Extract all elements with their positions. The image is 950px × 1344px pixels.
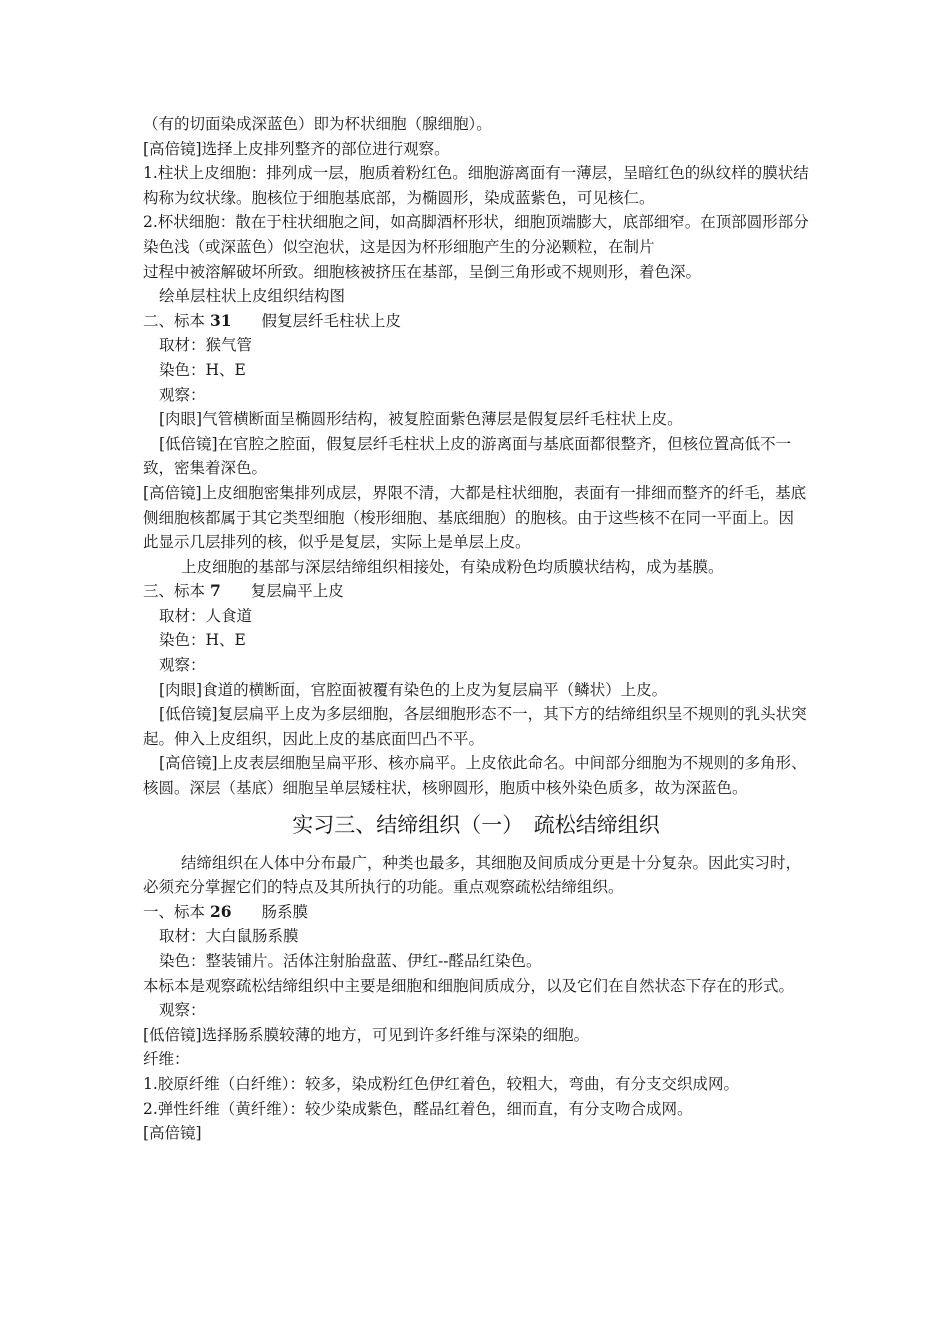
elastic-fiber-line: 2.弹性纤维（黄纤维）：较少染成紫色，醛品红着色，细而直，有分支吻合成网。 (143, 1099, 693, 1118)
collagen-fiber-line: 1.胶原纤维（白纤维）：较多，染成粉红色伊红着色，较粗大，弯曲，有分支交织成网。 (143, 1074, 740, 1093)
drawing-instruction: 绘单层柱状上皮组织结构图 (159, 287, 346, 306)
high-power-paragraph: [高倍镜]上皮表层细胞呈扁平形、核亦扁平。上皮依此命名。中间部分细胞为不规则的多角形、核圆。深层（基底）细胞呈单层矮柱状，核卵圆形，胞质中核外染色质多，故为深蓝色。 (143, 754, 807, 798)
observe-label: 观察： (159, 385, 206, 404)
material-line: 取材：大白鼠肠系膜 (159, 927, 299, 946)
specimen-name: 复层扁平上皮 (250, 582, 344, 601)
low-power-paragraph: [低倍镜]复层扁平上皮为多层细胞，各层细胞形态不一，其下方的结缔组织呈不规则的乳头状突起。伸入上皮组织，因此上皮的基底面凹凸不平。 (143, 705, 807, 748)
naked-eye-paragraph: [肉眼]食道的横断面，官腔面被覆有染色的上皮为复层扁平（鳞状）上皮。 (159, 680, 668, 699)
text-line: [高倍镜]选择上皮排列整齐的部位进行观察。 (143, 139, 450, 158)
high-power-paragraph: [高倍镜]上皮细胞密集排列成层，界限不清，大都是柱状细胞，表面有一排细而整齐的纤毛，基底侧细胞核都属于其它类型细胞（梭形细胞、基底细胞）的胞核。由于这些核不在同一平面上。因此显示几层排列的核，似乎是复层，实际上是单层上皮。 (143, 483, 807, 552)
specimen-description: 本标本是观察疏松结缔组织中主要是细胞和细胞间质成分，以及它们在自然状态下存在的形式。 (143, 976, 795, 995)
specimen-number: 26 (209, 901, 232, 921)
document-page (143, 112, 809, 1146)
chapter-title: 实习三、结缔组织（一） 疏松结缔组织 (292, 812, 660, 837)
stain-line: 染色：整装铺片。活体注射胎盘蓝、伊红--醛品红染色。 (159, 952, 542, 970)
section-prefix: 二、标本 (143, 311, 206, 330)
observe-label: 观察： (159, 656, 206, 675)
text-line: （有的切面染成深蓝色）即为杯状细胞（腺细胞）。 (143, 115, 492, 133)
observe-label: 观察： (159, 1001, 206, 1020)
specimen-name: 肠系膜 (261, 902, 309, 921)
section-heading-1 (143, 900, 809, 925)
basement-membrane-paragraph: 上皮细胞的基部与深层结缔组织相接处，有染成粉色均质膜状结构，成为基膜。 (181, 557, 724, 576)
stain-line: 染色：H、E (159, 631, 246, 650)
low-power-paragraph: [低倍镜]选择肠系膜较薄的地方，可见到许多纤维与深染的细胞。 (143, 1025, 590, 1044)
paragraph-goblet-cells-cont: 过程中被溶解破坏所致。细胞核被挤压在基部，呈倒三角形或不规则形，着色深。 (143, 262, 702, 281)
specimen-number: 31 (209, 310, 232, 330)
material-line: 取材：猴气管 (159, 336, 253, 355)
section-prefix: 三、标本 (143, 582, 206, 601)
specimen-number: 7 (209, 581, 221, 601)
naked-eye-paragraph: [肉眼]气管横断面呈椭圆形结构，被复腔面紫色薄层是假复层纤毛柱状上皮。 (159, 410, 683, 429)
intro-paragraph: 结缔组织在人体中分布最广，种类也最多，其细胞及间质成分更是十分复杂。因此实习时，必须充分掌握它们的特点及其所执行的功能。重点观察疏松结缔组织。 (143, 853, 802, 897)
low-power-paragraph: [低倍镜]在官腔之腔面，假复层纤毛柱状上皮的游离面与基底面都很整齐，但核位置高低不一致，密集着深色。 (143, 434, 792, 478)
stain-line: 染色：H、E (159, 360, 246, 379)
material-line: 取材：人食道 (159, 606, 253, 625)
fiber-label: 纤维： (143, 1050, 190, 1069)
specimen-name: 假复层纤毛柱状上皮 (261, 311, 402, 330)
section-heading-3 (143, 579, 809, 604)
section-heading-2 (143, 309, 809, 334)
high-power-label: [高倍镜] (143, 1124, 202, 1143)
paragraph-goblet-cells: 2.杯状细胞：散在于柱状细胞之间，如高脚酒杯形状，细胞顶端膨大，底部细窄。在顶部圆形部分染色浅（或深蓝色）似空泡状，这是因为杯形细胞产生的分泌颗粒，在制片 (143, 213, 809, 256)
paragraph-columnar-cells: 1.柱状上皮细胞：排列成一层，胞质着粉红色。细胞游离面有一薄层，呈暗红色的纵纹样的膜状结构称为纹状缘。胞核位于细胞基底部，为椭圆形，染成蓝紫色，可见核仁。 (143, 164, 809, 207)
section-prefix: 一、标本 (143, 902, 206, 921)
